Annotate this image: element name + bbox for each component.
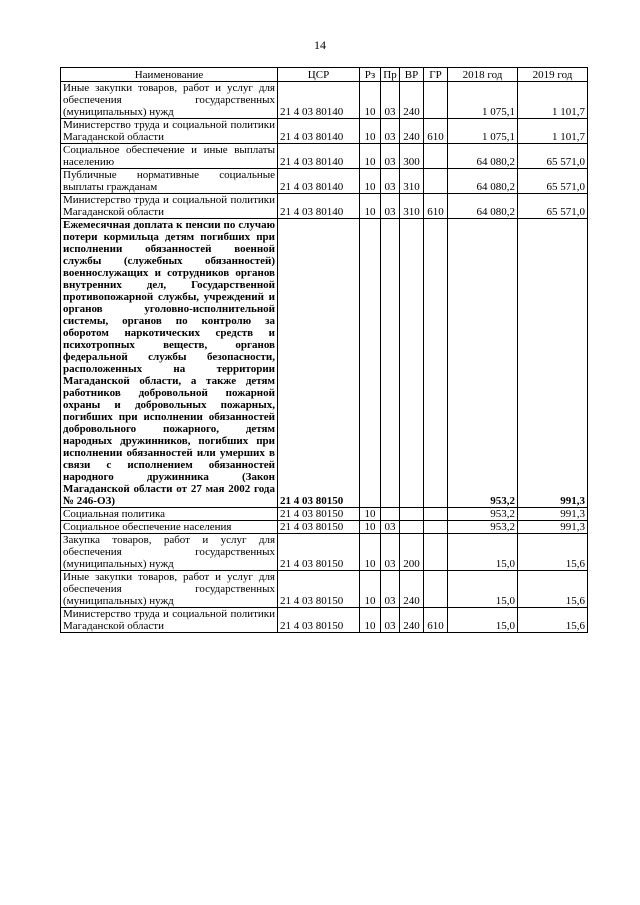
row-gr [424, 219, 448, 508]
row-gr: 610 [424, 608, 448, 633]
row-2018: 15,0 [448, 608, 518, 633]
row-2018: 1 075,1 [448, 82, 518, 119]
row-csr: 21 4 03 80150 [278, 608, 360, 633]
row-csr: 21 4 03 80140 [278, 144, 360, 169]
table-body [61, 82, 588, 633]
row-pr: 03 [381, 194, 400, 219]
row-csr: 21 4 03 80140 [278, 194, 360, 219]
row-vr: 310 [400, 169, 424, 194]
row-2018: 64 080,2 [448, 144, 518, 169]
row-rz: 10 [360, 144, 381, 169]
row-2019: 15,6 [518, 608, 588, 633]
row-gr [424, 571, 448, 608]
row-pr [381, 508, 400, 521]
table-row [61, 194, 588, 219]
row-pr: 03 [381, 169, 400, 194]
row-2018: 15,0 [448, 534, 518, 571]
row-2019: 991,3 [518, 521, 588, 534]
header-vr: ВР [400, 68, 424, 82]
table-row [61, 119, 588, 144]
row-gr [424, 82, 448, 119]
row-name: Закупка товаров, работ и услуг для обеспечения государственных (муниципальных) нужд [61, 534, 278, 571]
row-2019: 65 571,0 [518, 144, 588, 169]
row-name: Социальное обеспечение и иные выплаты населению [61, 144, 278, 169]
row-gr [424, 144, 448, 169]
row-csr: 21 4 03 80140 [278, 82, 360, 119]
row-name: Иные закупки товаров, работ и услуг для обеспечения государственных (муниципальных) нужд [61, 82, 278, 119]
header-rz: Рз [360, 68, 381, 82]
row-rz: 10 [360, 169, 381, 194]
row-2018: 953,2 [448, 508, 518, 521]
row-2019: 1 101,7 [518, 82, 588, 119]
row-gr [424, 521, 448, 534]
table-row [61, 534, 588, 571]
row-csr: 21 4 03 80150 [278, 508, 360, 521]
row-pr: 03 [381, 119, 400, 144]
row-csr: 21 4 03 80140 [278, 119, 360, 144]
row-vr: 200 [400, 534, 424, 571]
row-2019: 65 571,0 [518, 169, 588, 194]
header-pr: Пр [381, 68, 400, 82]
table-row [61, 571, 588, 608]
row-gr [424, 169, 448, 194]
row-gr: 610 [424, 194, 448, 219]
row-rz: 10 [360, 571, 381, 608]
row-pr [381, 219, 400, 508]
row-pr: 03 [381, 571, 400, 608]
row-gr [424, 508, 448, 521]
row-name: Социальное обеспечение населения [61, 521, 278, 534]
row-vr [400, 521, 424, 534]
budget-table [60, 67, 588, 633]
row-2019: 1 101,7 [518, 119, 588, 144]
row-pr: 03 [381, 521, 400, 534]
row-csr: 21 4 03 80150 [278, 521, 360, 534]
row-gr [424, 534, 448, 571]
table-row [61, 144, 588, 169]
header-gr: ГР [424, 68, 448, 82]
row-2019: 15,6 [518, 571, 588, 608]
row-rz [360, 219, 381, 508]
row-name: Социальная политика [61, 508, 278, 521]
row-rz: 10 [360, 119, 381, 144]
row-csr: 21 4 03 80150 [278, 571, 360, 608]
table-row [61, 508, 588, 521]
row-name: Иные закупки товаров, работ и услуг для обеспечения государственных (муниципальных) нужд [61, 571, 278, 608]
table-row [61, 521, 588, 534]
table-row [61, 219, 588, 508]
row-rz: 10 [360, 534, 381, 571]
row-vr: 240 [400, 119, 424, 144]
page-number: 14 [314, 38, 326, 52]
header-csr: ЦСР [278, 68, 360, 82]
row-name: Министерство труда и социальной политики Магаданской области [61, 119, 278, 144]
row-rz: 10 [360, 521, 381, 534]
row-csr: 21 4 03 80140 [278, 169, 360, 194]
row-2019: 65 571,0 [518, 194, 588, 219]
row-2018: 64 080,2 [448, 194, 518, 219]
row-name: Публичные нормативные социальные выплаты гражданам [61, 169, 278, 194]
row-2018: 15,0 [448, 571, 518, 608]
row-vr: 240 [400, 82, 424, 119]
row-rz: 10 [360, 194, 381, 219]
header-name: Наименование [61, 68, 278, 82]
row-2018: 953,2 [448, 521, 518, 534]
header-2019: 2019 год [518, 68, 588, 82]
row-2019: 991,3 [518, 219, 588, 508]
row-name: Министерство труда и социальной политики Магаданской области [61, 608, 278, 633]
row-gr: 610 [424, 119, 448, 144]
row-pr: 03 [381, 144, 400, 169]
row-vr: 310 [400, 194, 424, 219]
row-name: Ежемесячная доплата к пенсии по случаю потери кормильца детям погибших при исполнении обязанностей военной службы (служебных обязанностей) военнослужащих и сотрудников органов внутренних дел, Государственной противопожарной службы, учреждений и органов уголовно-исполнительной системы, органов по контролю за оборотом наркотических средств и психотропных веществ, органов федеральной службы безопасности, расположенных на территории Магаданской области, а также детям работников добровольной пожарной охраны и добровольных пожарных, погибших при исполнении обязанностей добровольного пожарного, детям народных дружинников, погибших при исполнении обязанностей или умерших в связи с исполнением обязанностей народного дружинника (Закон Магаданской области от 27 мая 2002 года № 246-ОЗ) [61, 219, 278, 508]
row-rz: 10 [360, 508, 381, 521]
row-2018: 953,2 [448, 219, 518, 508]
row-csr: 21 4 03 80150 [278, 534, 360, 571]
row-vr: 300 [400, 144, 424, 169]
row-2018: 64 080,2 [448, 169, 518, 194]
row-vr: 240 [400, 571, 424, 608]
row-2019: 15,6 [518, 534, 588, 571]
row-rz: 10 [360, 608, 381, 633]
row-rz: 10 [360, 82, 381, 119]
table-row [61, 608, 588, 633]
table-row [61, 82, 588, 119]
row-pr: 03 [381, 608, 400, 633]
row-pr: 03 [381, 534, 400, 571]
row-pr: 03 [381, 82, 400, 119]
table-row [61, 169, 588, 194]
row-vr [400, 219, 424, 508]
row-vr: 240 [400, 608, 424, 633]
row-2019: 991,3 [518, 508, 588, 521]
table-header-row [61, 68, 588, 82]
row-csr: 21 4 03 80150 [278, 219, 360, 508]
row-2018: 1 075,1 [448, 119, 518, 144]
header-2018: 2018 год [448, 68, 518, 82]
row-vr [400, 508, 424, 521]
row-name: Министерство труда и социальной политики Магаданской области [61, 194, 278, 219]
